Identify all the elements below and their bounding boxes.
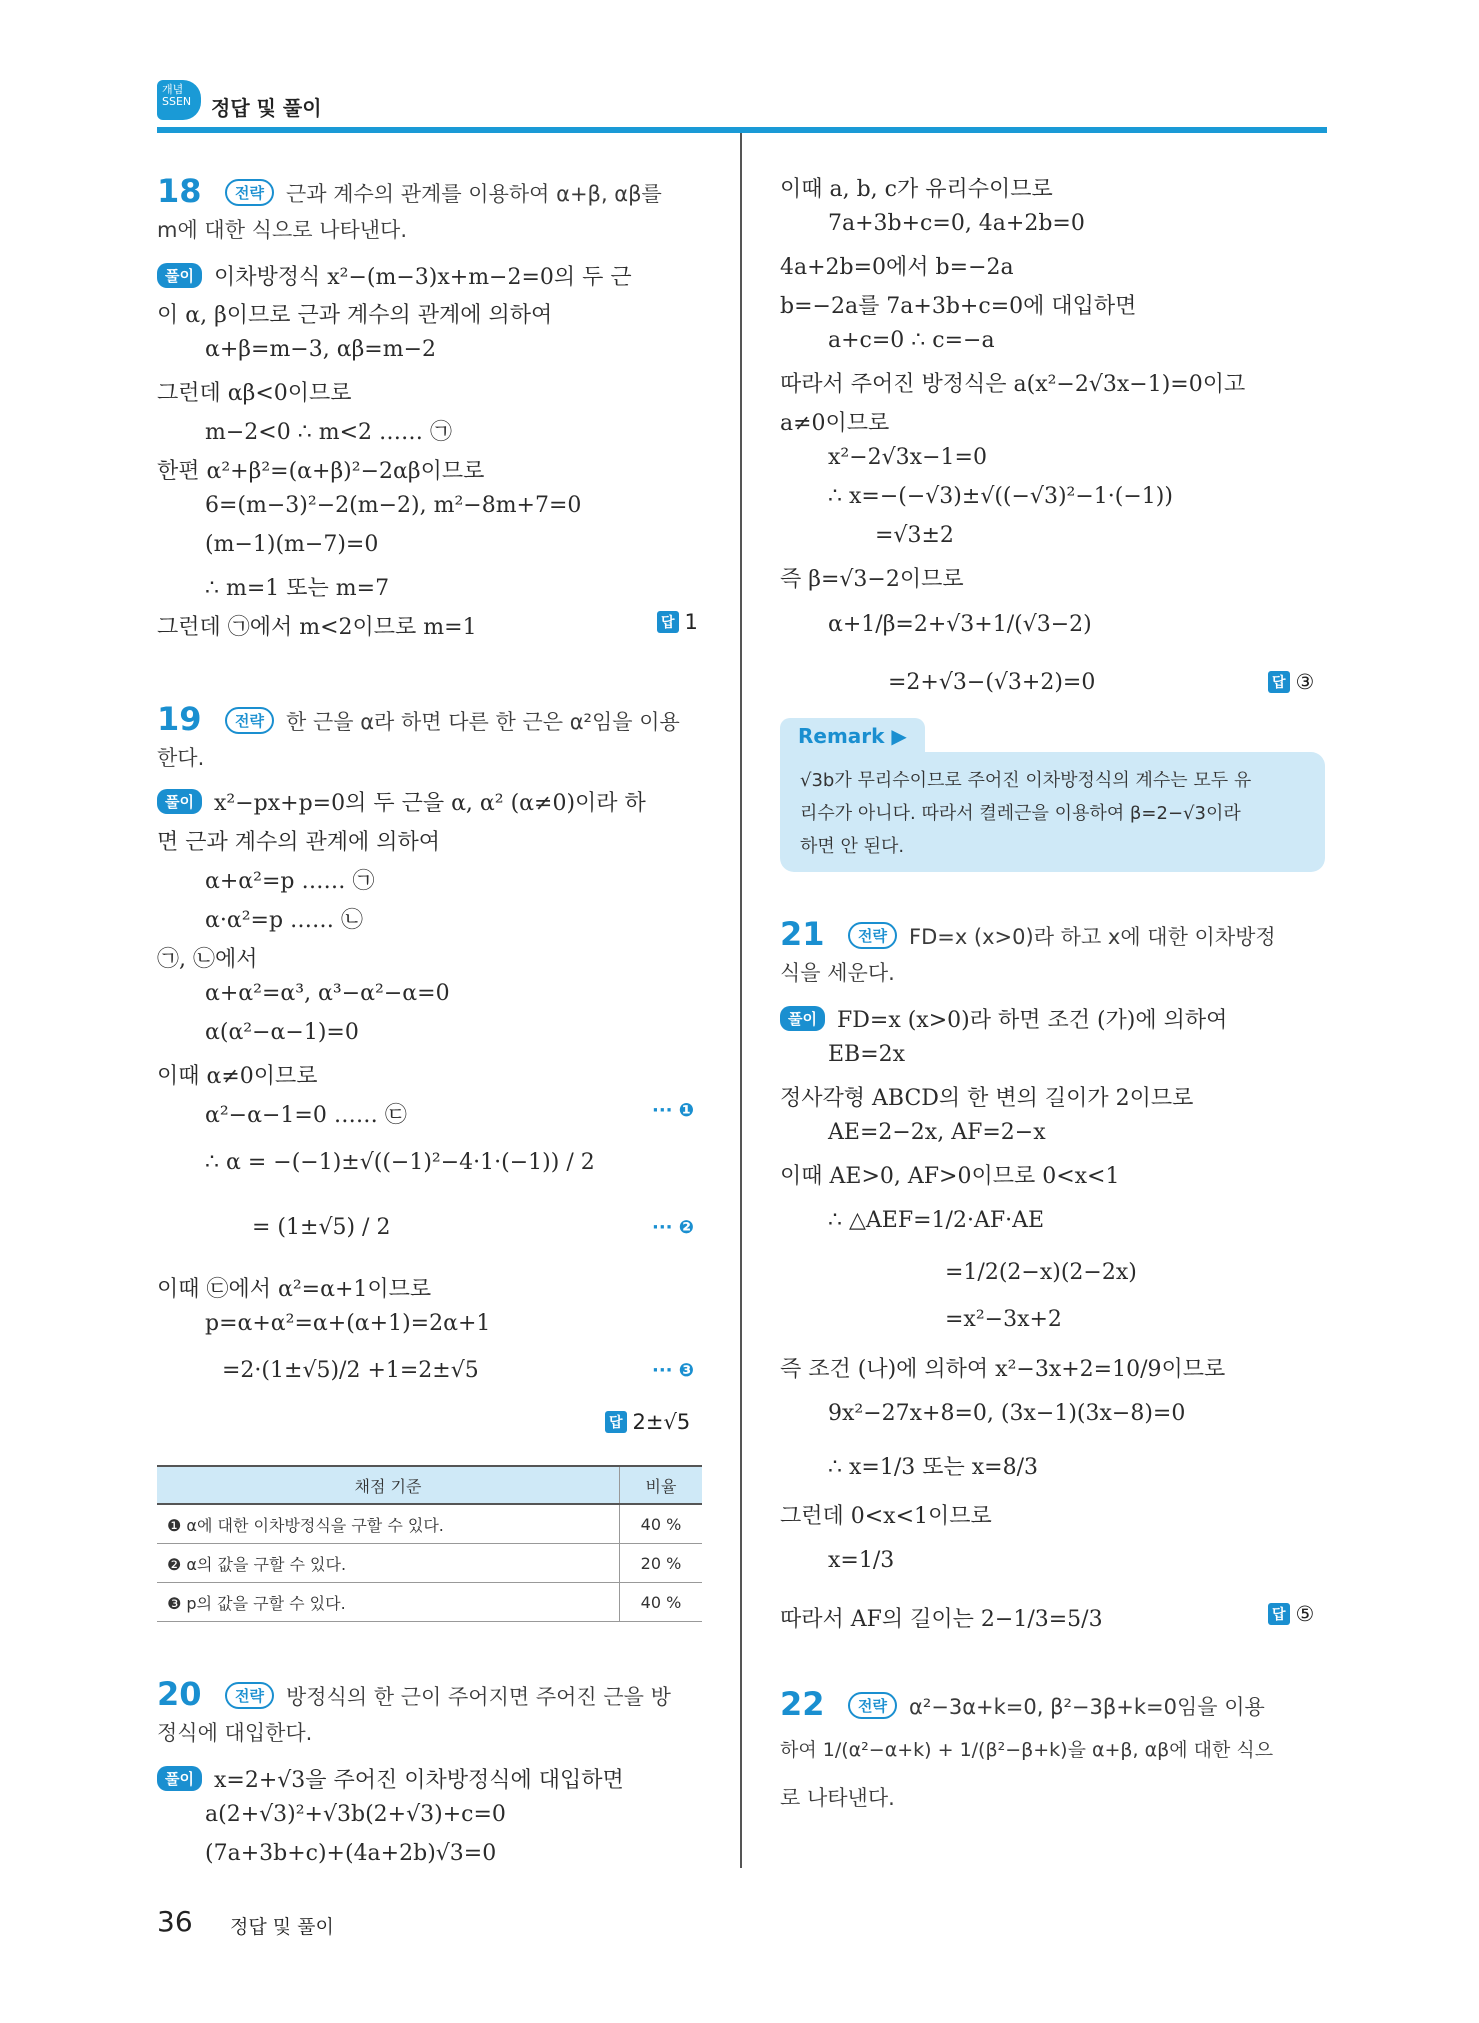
- q21-line: 따라서 AF의 길이는 2−1/3=5/3: [780, 1607, 1103, 1632]
- q20-cont-line: b=−2a를 7a+3b+c=0에 대입하면: [780, 294, 1137, 319]
- q20-cont-line: 즉 β=√3−2이므로: [780, 567, 964, 592]
- q20-cont-line: x²−2√3x−1=0: [828, 445, 987, 470]
- column-divider: [740, 133, 742, 1868]
- q21-line: ∴ x=1/3 또는 x=8/3: [828, 1455, 1038, 1480]
- q19-line: ∴ α = −(−1)±√((−1)²−4·1·(−1)) / 2: [205, 1150, 595, 1175]
- remark-text-line: √3b가 무리수이므로 주어진 이차방정식의 계수는 모두 유: [800, 770, 1252, 791]
- q19-solution-line-1: [157, 786, 646, 817]
- q20-cont-line: =2+√3−(√3+2)=0: [888, 670, 1096, 695]
- q18-answer-value: 1: [684, 610, 698, 634]
- q18-line: (m−1)(m−7)=0: [205, 532, 379, 557]
- q18-text: 이차방정식 x²−(m−3)x+m−2=0의 두 근: [213, 265, 632, 290]
- q18-line: 그런데 ㉠에서 m<2이므로 m=1: [157, 615, 477, 640]
- question-number-19: 19: [157, 700, 202, 738]
- q18-strategy-line-2: m에 대한 식으로 나타낸다.: [157, 218, 408, 242]
- q20-strategy-line-1: [225, 1681, 671, 1711]
- q21-line: 9x²−27x+8=0, (3x−1)(3x−8)=0: [828, 1401, 1186, 1426]
- q18-line: 그런데 αβ<0이므로: [157, 381, 352, 406]
- table-cell-ratio: 40 %: [620, 1583, 703, 1622]
- answer-badge: 답: [1268, 671, 1290, 693]
- page-header: [157, 80, 1327, 130]
- q20-strategy-text-1: 방정식의 한 근이 주어지면 주어진 근을 방: [285, 1685, 671, 1709]
- q21-line: 그런데 0<x<1이므로: [780, 1504, 992, 1529]
- q18-line: m−2<0 ∴ m<2 …… ㉠: [205, 420, 452, 445]
- q18-solution-line-1: [157, 260, 632, 291]
- q20-cont-line: 따라서 주어진 방정식은 a(x²−2√3x−1)=0이고: [780, 372, 1246, 397]
- q21-answer: [1268, 1602, 1314, 1626]
- q19-line: 면 근과 계수의 관계에 의하여: [157, 830, 440, 855]
- q22-strategy-line-3: 로 나타낸다.: [780, 1786, 895, 1810]
- page-number: 36: [157, 1905, 193, 1938]
- answer-badge: 답: [1268, 1603, 1290, 1625]
- strategy-badge: 전략: [225, 707, 274, 734]
- q18-answer: [657, 610, 698, 634]
- q20-cont-line: α+1/β=2+√3+1/(√3−2): [828, 612, 1092, 637]
- q20-cont-line: a≠0이므로: [780, 411, 890, 436]
- q19-text: x²−px+p=0의 두 근을 α, α² (α≠0)이라 하: [213, 791, 646, 816]
- q19-line: α+α²=α³, α³−α²−α=0: [205, 981, 450, 1006]
- table-cell-ratio: 40 %: [620, 1504, 703, 1544]
- solution-badge: 풀이: [157, 789, 202, 814]
- q19-strategy-line-1: [225, 706, 680, 736]
- q21-line: AE=2−2x, AF=2−x: [828, 1120, 1046, 1145]
- step-mark-2: ··· ❷: [652, 1217, 695, 1238]
- q20-cont-line: 4a+2b=0에서 b=−2a: [780, 255, 1014, 280]
- q18-line: 이 α, β이므로 근과 계수의 관계에 의하여: [157, 303, 553, 328]
- q20-cont-line: ∴ x=−(−√3)±√((−√3)²−1·(−1)): [828, 484, 1173, 509]
- answer-badge: 답: [657, 611, 679, 633]
- header-title: 정답 및 풀이: [211, 96, 322, 120]
- q19-line: α·α²=p …… ㉡: [205, 908, 364, 933]
- q18-line: α+β=m−3, αβ=m−2: [205, 337, 437, 362]
- q21-line: 즉 조건 (나)에 의하여 x²−3x+2=10/9이므로: [780, 1357, 1226, 1382]
- q20-cont-line: =√3±2: [875, 523, 954, 548]
- table-row: [157, 1544, 702, 1583]
- question-number-21: 21: [780, 915, 825, 953]
- q20-line: (7a+3b+c)+(4a+2b)√3=0: [205, 1841, 497, 1866]
- remark-box: [780, 752, 1325, 872]
- q19-strategy-text-1: 한 근을 α라 하면 다른 한 근은 α²임을 이용: [285, 710, 680, 734]
- table-row: [157, 1583, 702, 1622]
- q19-answer: [605, 1410, 690, 1434]
- q21-answer-value: ⑤: [1295, 1602, 1315, 1626]
- header-rule: [157, 127, 1327, 133]
- strategy-badge: 전략: [848, 1692, 897, 1719]
- q21-strategy-line-2: 식을 세운다.: [780, 961, 895, 985]
- q18-line: ∴ m=1 또는 m=7: [205, 576, 390, 601]
- strategy-badge: 전략: [848, 922, 897, 949]
- remark-text-line: 리수가 아니다. 따라서 켤레근을 이용하여 β=2−√3이라: [800, 803, 1241, 824]
- remark-text-line: 하면 안 된다.: [800, 836, 905, 857]
- q20-answer-value: ③: [1295, 670, 1315, 694]
- q20-cont-line: 7a+3b+c=0, 4a+2b=0: [828, 211, 1085, 236]
- question-number-22: 22: [780, 1685, 825, 1723]
- q21-strategy-text-1: FD=x (x>0)라 하고 x에 대한 이차방정: [908, 925, 1276, 949]
- strategy-badge: 전략: [225, 1682, 274, 1709]
- table-header-row: [157, 1466, 702, 1504]
- q19-line: = (1±√5) / 2: [252, 1215, 391, 1240]
- logo-bottom-text: SSEN: [162, 95, 192, 108]
- q21-solution-line-1: [780, 1003, 1227, 1034]
- question-number-18: 18: [157, 172, 202, 210]
- q20-solution-line-1: [157, 1763, 624, 1794]
- q19-line: 이때 ㉢에서 α²=α+1이므로: [157, 1277, 432, 1302]
- q19-line: α(α²−α−1)=0: [205, 1020, 359, 1045]
- table-header-ratio: 비율: [620, 1466, 703, 1504]
- solution-badge: 풀이: [780, 1006, 825, 1031]
- footer-label: 정답 및 풀이: [230, 1916, 334, 1938]
- scoring-table: [157, 1465, 702, 1622]
- q20-cont-line: a+c=0 ∴ c=−a: [828, 328, 995, 353]
- table-row: [157, 1504, 702, 1544]
- q20-text: x=2+√3을 주어진 이차방정식에 대입하면: [213, 1768, 624, 1793]
- logo: [157, 80, 201, 120]
- table-cell-ratio: 20 %: [620, 1544, 703, 1583]
- q22-strategy-line-1: [848, 1691, 1265, 1721]
- q19-line: ㉠, ㉡에서: [157, 947, 258, 972]
- q18-strategy-text-1: 근과 계수의 관계를 이용하여 α+β, αβ를: [285, 182, 662, 206]
- remark-tab: Remark ▶: [780, 718, 925, 754]
- q18-line: 6=(m−3)²−2(m−2), m²−8m+7=0: [205, 493, 582, 518]
- table-cell-criteria: ❸ p의 값을 구할 수 있다.: [157, 1583, 620, 1622]
- q21-line: 정사각형 ABCD의 한 변의 길이가 2이므로: [780, 1086, 1194, 1111]
- answer-badge: 답: [605, 1411, 627, 1433]
- q20-answer: [1268, 670, 1314, 694]
- q21-line: =x²−3x+2: [945, 1307, 1062, 1332]
- q20-cont-line: 이때 a, b, c가 유리수이므로: [780, 177, 1053, 202]
- question-number-20: 20: [157, 1675, 202, 1713]
- solution-badge: 풀이: [157, 1766, 202, 1791]
- q19-answer-value: 2±√5: [632, 1410, 691, 1434]
- strategy-badge: 전략: [225, 179, 274, 206]
- q20-line: a(2+√3)²+√3b(2+√3)+c=0: [205, 1802, 506, 1827]
- q21-line: =1/2(2−x)(2−2x): [945, 1260, 1137, 1285]
- q19-strategy-line-2: 한다.: [157, 746, 205, 770]
- q19-line: α+α²=p …… ㉠: [205, 869, 375, 894]
- table-cell-criteria: ❷ α의 값을 구할 수 있다.: [157, 1544, 620, 1583]
- q21-line: ∴ △AEF=1/2·AF·AE: [828, 1208, 1045, 1233]
- step-mark-1: ··· ❶: [652, 1100, 695, 1121]
- q18-strategy-line-1: [225, 178, 662, 208]
- q22-strategy-line-2: 하여 1/(α²−α+k) + 1/(β²−β+k)을 α+β, αβ에 대한 식으: [780, 1739, 1274, 1761]
- solution-badge: 풀이: [157, 263, 202, 288]
- logo-top-text: 개념: [162, 83, 184, 96]
- q21-line: 이때 AE>0, AF>0이므로 0<x<1: [780, 1164, 1120, 1189]
- table-header-criteria: 채점 기준: [157, 1466, 620, 1504]
- q18-line: 한편 α²+β²=(α+β)²−2αβ이므로: [157, 459, 485, 484]
- q21-line: EB=2x: [828, 1042, 906, 1067]
- q19-line: =2·(1±√5)/2 +1=2±√5: [222, 1358, 479, 1383]
- q19-line: 이때 α≠0이므로: [157, 1064, 318, 1089]
- q19-line: p=α+α²=α+(α+1)=2α+1: [205, 1311, 491, 1336]
- q21-line: x=1/3: [828, 1548, 895, 1573]
- table-cell-criteria: ❶ α에 대한 이차방정식을 구할 수 있다.: [157, 1504, 620, 1544]
- q21-strategy-line-1: [848, 921, 1276, 951]
- q20-strategy-line-2: 정식에 대입한다.: [157, 1721, 313, 1745]
- q22-strategy-text-1: α²−3α+k=0, β²−3β+k=0임을 이용: [908, 1695, 1265, 1719]
- q21-text: FD=x (x>0)라 하면 조건 (가)에 의하여: [836, 1008, 1228, 1033]
- step-mark-3: ··· ❸: [652, 1360, 695, 1381]
- q19-line: α²−α−1=0 …… ㉢: [205, 1103, 407, 1128]
